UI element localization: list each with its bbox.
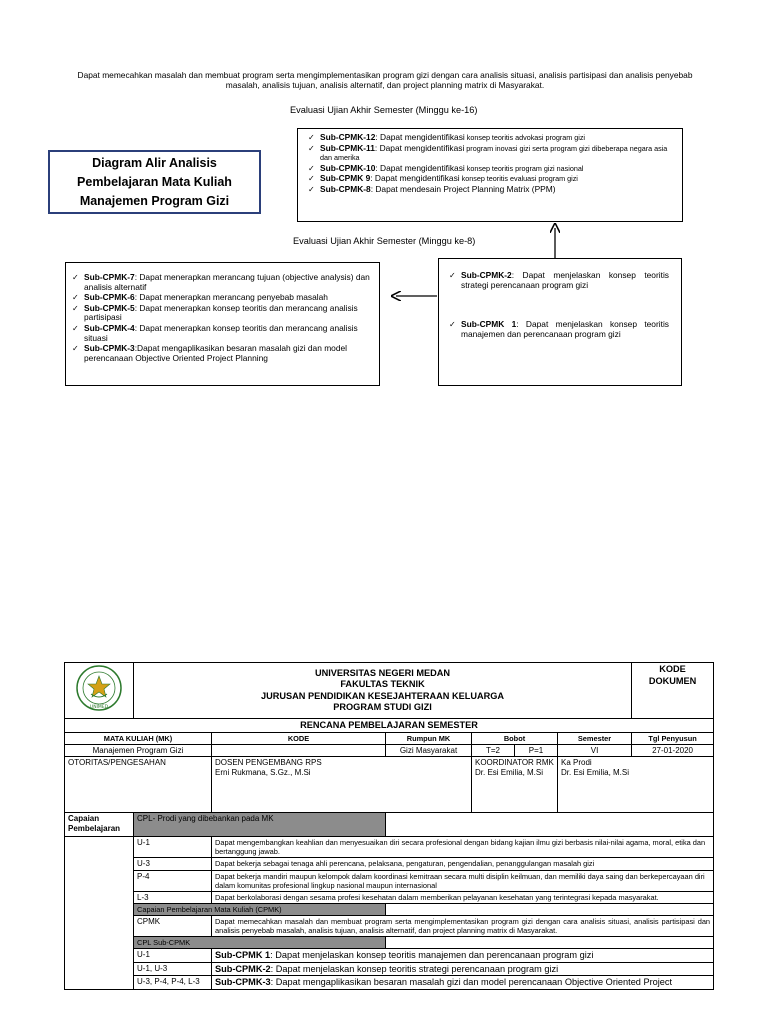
table-row <box>65 870 714 891</box>
university-name: UNIVERSITAS NEGERI MEDAN <box>314 667 451 678</box>
cpmk-header-row <box>65 904 714 916</box>
cpl-text: Dapat berkolaborasi dengan sesama profesi kesehatan dalam memberikan pelayanan kesehatan yang terintegrasi kepada masyarakat. <box>212 891 714 904</box>
mk-semester: VI <box>558 744 632 757</box>
list-item: ✓ Sub-CPMK-10: Dapat mengidentifikasi konsep teoritis program gizi nasional <box>308 162 584 173</box>
mk-tgl: 27-01-2020 <box>632 744 714 757</box>
mk-header-rumpun: Rumpun MK <box>386 732 472 744</box>
list-item: ✓ Sub-CPMK 9: Dapat mengidentifikasi konsep teoritis evaluasi program gizi <box>308 173 578 184</box>
sub-cpmk-text: Sub-CPMK 1: Dapat menjelaskan konsep teoritis manajemen dan perencanaan program gizi <box>212 949 714 963</box>
table-row <box>65 837 714 858</box>
diagram-title-line3: Manajemen Program Gizi <box>79 193 230 208</box>
sub-cpmk-code: U-1, U-3 <box>134 962 212 976</box>
intro-text: Dapat memecahkan masalah dan membuat program serta mengimplementasikan program gizi dengan cara analisis situasi, analisis partisipasi dan analisis penyebab masalah, analisis tujuan, analisis alternatif, dan project planning matrix di Masyarakat. <box>77 70 693 90</box>
list-item: ✓ Sub-CPMK-5: Dapat menerapkan konsep teoritis dan merancang analisis partisipasi <box>72 302 358 323</box>
table-row <box>65 916 714 937</box>
table-row <box>65 962 714 976</box>
kode-dokumen-cell: KODE DOKUMEN <box>632 663 714 719</box>
mk-bobot <box>472 744 558 757</box>
eval-final-label: Evaluasi Ujian Akhir Semester (Minggu ke-16) <box>290 105 478 115</box>
header-row <box>65 663 714 719</box>
koord-label: KOORDINATOR RMK <box>475 758 554 767</box>
cpmk-text: Dapat memecahkan masalah dan membuat program serta mengimplementasikan program gizi dengan cara analisis situasi, analisis partisipasi dan analisis penyebab masalah, analisis tujuan, analisis alternatif, dan project planning matrix di Masyarakat. <box>212 916 714 937</box>
dosen-name: Erni Rukmana, S.Gz., M.Si <box>215 767 311 777</box>
table-row <box>65 858 714 871</box>
mk-header-tgl: Tgl Penyusun <box>632 732 714 744</box>
cpmk-header: Capaian Pembelajaran Mata Kuliah (CPMK) <box>134 904 386 916</box>
svg-text:UNIMED: UNIMED <box>89 705 109 710</box>
list-item: ✓ Sub-CPMK-8: Dapat mendesain Project Planning Matrix (PPM) <box>308 183 556 194</box>
sub-cpmk-header: CPL Sub-CPMK <box>134 937 386 949</box>
cpl-code: U-1 <box>134 837 212 858</box>
check-icon: ✓ <box>72 323 79 333</box>
list-item: ✓ Sub-CPMK-11: Dapat mengidentifikasi program inovasi gizi serta program gizi dibeberapa negara asia dan amerika <box>308 142 668 163</box>
check-icon: ✓ <box>72 273 79 282</box>
mk-header-bobot: Bobot <box>472 732 558 744</box>
check-icon: ✓ <box>308 184 315 194</box>
check-icon: ✓ <box>72 303 79 313</box>
diagram-title-line2: Pembelajaran Mata Kuliah <box>77 174 232 189</box>
sub-cpmk-header-row <box>65 937 714 949</box>
list-item: ✓ Sub-CPMK-12: Dapat mengidentifikasi konsep teoritis advokasi program gizi <box>308 132 586 142</box>
faculty-name: FAKULTAS TEKNIK <box>340 679 425 689</box>
list-item: ✓ Sub-CPMK-4: Dapat menerapkan konsep teoritis dan merancang analisis situasi <box>72 322 358 343</box>
cpl-text: Dapat bekerja mandiri maupun kelompok dalam koordinasi kemitraan secara multi disiplin keilmuan, dan memiliki daya saing dan berkepercayaan diri dalam komunitas profesional lingkup nasional maupun internasional <box>212 870 714 891</box>
check-icon: ✓ <box>72 293 79 303</box>
rps-table <box>64 662 714 990</box>
list-item: ✓ Sub-CPMK 1: Dapat menjelaskan konsep teoritis manajemen dan perencanaan program gizi <box>449 319 669 339</box>
right-sub-cpmk-box <box>438 258 682 386</box>
kaprodi-name: Dr. Esi Emilia, M.Si <box>561 767 630 777</box>
rps-title-row <box>65 719 714 733</box>
check-icon: ✓ <box>72 344 79 354</box>
program-name: PROGRAM STUDI GIZI <box>333 702 432 712</box>
table-row <box>65 891 714 904</box>
left-sub-cpmk-list <box>70 273 373 363</box>
cpl-code: U-3 <box>134 858 212 871</box>
cpl-code: P-4 <box>134 870 212 891</box>
sub-cpmk-code: U-1 <box>134 949 212 963</box>
institution-cell <box>134 663 632 719</box>
list-item: ✓ Sub-CPMK-7: Dapat menerapkan merancang tujuan (objective analysis) dan analisis alternatif <box>72 272 370 292</box>
mk-bobot-p: P=1 <box>528 745 544 755</box>
sub-cpmk-text: Sub-CPMK-3: Dapat mengaplikasikan besaran masalah gizi dan model perencanaan Objective Oriented Project <box>212 976 714 990</box>
mk-header-semester: Semester <box>558 732 632 744</box>
check-icon: ✓ <box>308 133 315 142</box>
cpl-header: CPL- Prodi yang dibebankan pada MK <box>134 813 386 837</box>
department-name: JURUSAN PENDIDIKAN KESEJAHTERAAN KELUARGA <box>261 690 505 701</box>
eval-mid-label: Evaluasi Ujian Akhir Semester (Minggu ke-8) <box>293 236 476 246</box>
mk-value-row <box>65 744 714 757</box>
mk-rumpun: Gizi Masyarakat <box>386 744 472 757</box>
mk-header-mata-kuliah: MATA KULIAH (MK) <box>65 732 212 744</box>
list-item: ✓ Sub-CPMK-3:Dapat mengaplikasikan besaran masalah gizi dan model perencanaan Objective Oriented Project Planning <box>72 343 348 363</box>
cpl-code: L-3 <box>134 891 212 904</box>
mk-header-row <box>65 732 714 744</box>
otoritas-label: OTORITAS/PENGESAHAN <box>65 757 212 813</box>
rps-title: RENCANA PEMBELAJARAN SEMESTER <box>65 719 714 733</box>
check-icon: ✓ <box>449 320 456 330</box>
sub-cpmk-text: Sub-CPMK-2: Dapat menjelaskan konsep teoritis strategi perencanaan program gizi <box>212 962 714 976</box>
mk-bobot-t: T=2 <box>472 745 515 757</box>
sub-cpmk-code: U-3, P-4, P-4, L-3 <box>134 976 212 990</box>
cpl-text: Dapat bekerja sebagai tenaga ahli perencana, pelaksana, pengaturan, pengendalian, penanggulangan masalah gizi <box>212 858 714 871</box>
check-icon: ✓ <box>308 143 315 153</box>
koord-name: Dr. Esi Emilia, M.Si <box>475 767 544 777</box>
right-sub-cpmk-list <box>447 271 669 339</box>
table-row <box>65 949 714 963</box>
diagram-title-line1: Diagram Alir Analisis <box>92 155 217 170</box>
check-icon: ✓ <box>308 163 315 173</box>
kaprodi-label: Ka Prodi <box>561 758 592 767</box>
check-icon: ✓ <box>449 271 456 280</box>
unimed-logo-icon <box>75 664 123 712</box>
capaian-header-row <box>65 813 714 837</box>
kaprodi-cell <box>558 757 714 813</box>
table-row <box>65 976 714 990</box>
left-sub-cpmk-box <box>65 262 380 386</box>
otoritas-row <box>65 757 714 813</box>
koord-cell <box>472 757 558 813</box>
dosen-label: DOSEN PENGEMBANG RPS <box>215 758 322 767</box>
dosen-cell <box>212 757 472 813</box>
mk-kode <box>212 744 386 757</box>
list-item: ✓ Sub-CPMK-2: Dapat menjelaskan konsep teoritis strategi perencanaan program gizi <box>449 270 669 290</box>
mk-header-kode: KODE <box>212 732 386 744</box>
logo-cell <box>65 663 134 719</box>
cpl-text: Dapat mengembangkan keahlian dan menyesuaikan diri secara profesional dengan bidang kajian ilmu gizi berbasis nilai-nilai agama, moral, etika dan bertanggung jawab. <box>212 837 714 858</box>
cpmk-code: CPMK <box>134 916 212 937</box>
mk-nama: Manajemen Program Gizi <box>65 744 212 757</box>
capaian-label: Capaian Pembelajaran <box>65 813 134 837</box>
list-item: ✓ Sub-CPMK-6: Dapat menerapkan merancang penyebab masalah <box>72 292 328 303</box>
check-icon: ✓ <box>308 174 315 184</box>
